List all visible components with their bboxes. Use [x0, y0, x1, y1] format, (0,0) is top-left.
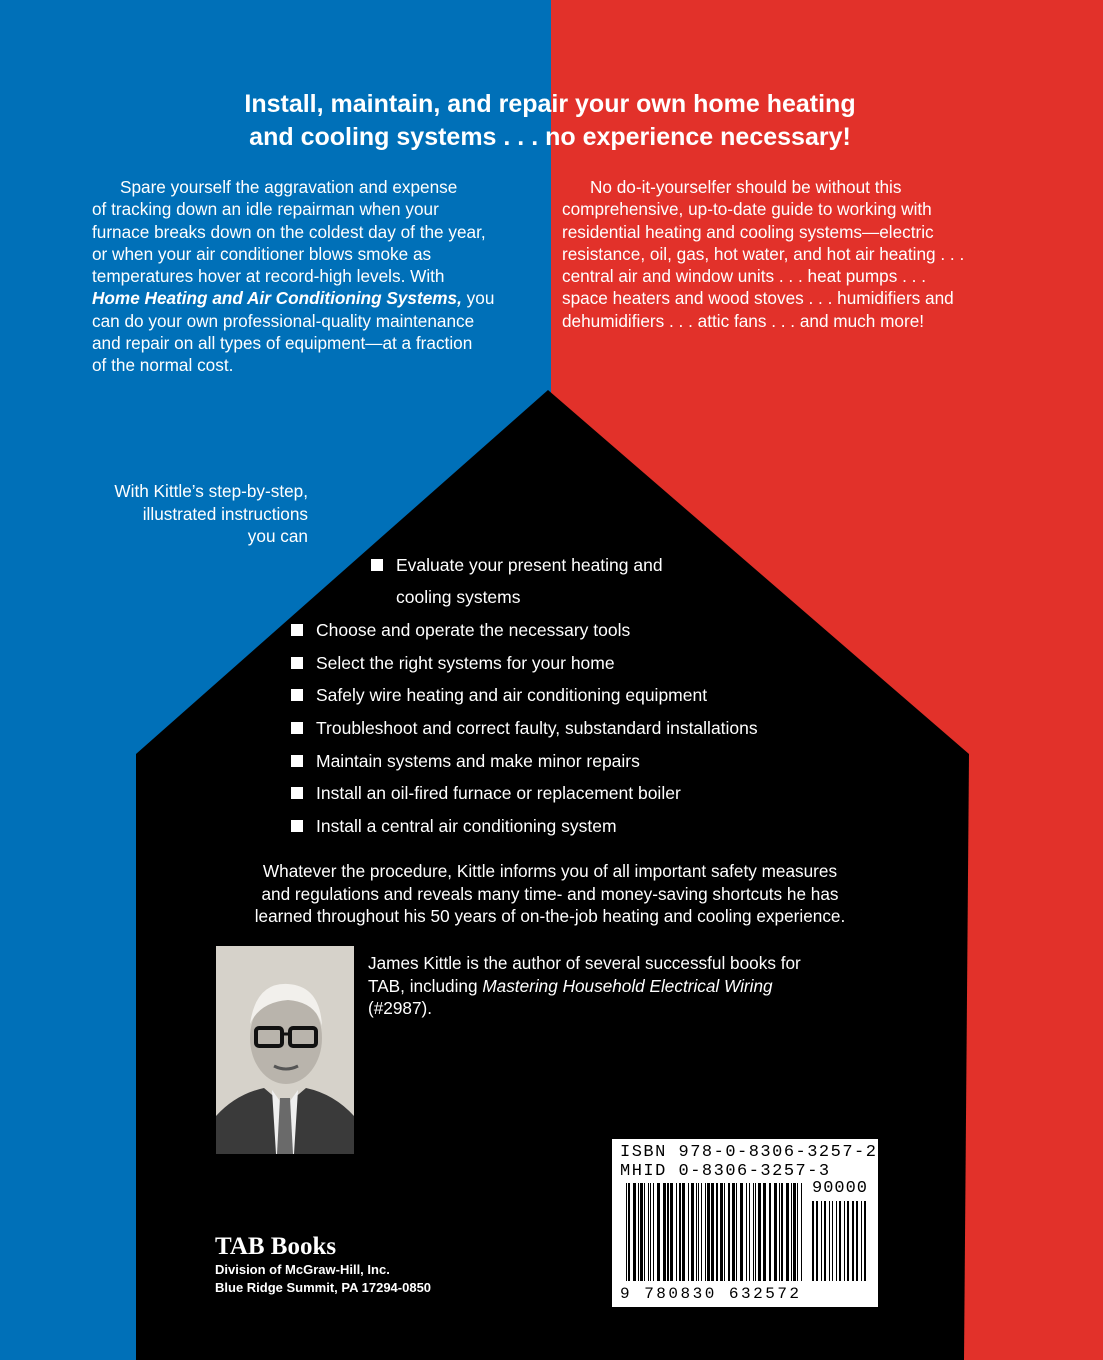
right-line-2: comprehensive, up-to-date guide to working with [562, 199, 932, 220]
lead-in-text [60, 480, 308, 548]
barcode-bar [696, 1183, 697, 1281]
summary-paragraph [180, 860, 920, 928]
price-barcode-bar [856, 1201, 858, 1281]
left-line-8: and repair on all types of equipment—at a fraction [92, 333, 473, 354]
barcode-bar [763, 1183, 766, 1281]
left-after-title: you [461, 288, 495, 309]
lead-line-3: you can [247, 526, 308, 546]
right-line-5: central air and window units . . . heat pumps . . . [562, 266, 926, 287]
barcode-bar [791, 1183, 792, 1281]
barcode-bar [663, 1183, 666, 1281]
author-line-3: (#2987). [368, 998, 433, 1018]
lead-line-1: With Kittle’s step-by-step, [114, 481, 308, 501]
right-line-3: residential heating and cooling systems—electric [562, 221, 934, 242]
barcode-bar [633, 1183, 636, 1281]
bullet-text-continued: cooling systems [396, 587, 521, 607]
barcode-bar [736, 1183, 737, 1281]
summary-line-1: Whatever the procedure, Kittle informs you of all important safety measures [262, 861, 838, 881]
left-line-4: or when your air conditioner blows smoke as [92, 243, 432, 264]
price-code: 90000 [812, 1179, 869, 1198]
barcode-bar [682, 1183, 685, 1281]
barcode-bar [657, 1183, 660, 1281]
barcode-bar [746, 1183, 747, 1281]
price-barcode-bar [812, 1201, 814, 1281]
barcode-digits: 9 780830 632572 [620, 1285, 802, 1303]
lead-line-2: illustrated instructions [142, 503, 308, 524]
barcode-bar [740, 1183, 743, 1281]
bullet-text: Install an oil-fired furnace or replacement boiler [316, 783, 681, 803]
barcode-bar [638, 1183, 639, 1281]
barcode-bar [653, 1183, 654, 1281]
price-barcode-bar [847, 1201, 849, 1281]
barcode-bar [626, 1183, 627, 1281]
barcode-bar [781, 1183, 783, 1281]
isbn-text: ISBN 978-0-8306-3257-2 [620, 1143, 878, 1162]
left-line-3: furnace breaks down on the coldest day of the year, [92, 221, 486, 242]
price-barcode-bar [839, 1201, 841, 1281]
barcode-bar [691, 1183, 694, 1281]
price-barcode-bar [832, 1201, 833, 1281]
price-barcode-bar [821, 1201, 822, 1281]
barcode-bar [755, 1183, 756, 1281]
left-line-2: of tracking down an idle repairman when your [92, 199, 439, 220]
left-column-text [92, 176, 532, 377]
barcode-bar [774, 1183, 777, 1281]
bullet-text: Evaluate your present heating and [396, 555, 663, 575]
barcode-bar [711, 1183, 714, 1281]
author-bio [368, 952, 888, 1020]
left-line-5: temperatures hover at record-high levels. With [92, 266, 445, 287]
barcode-bar [793, 1183, 796, 1281]
barcode-bar [648, 1183, 649, 1281]
right-column-text [562, 176, 1012, 332]
bullet-text: Install a central air conditioning system [316, 816, 617, 836]
headline-line-2: and cooling systems . . . no experience necessary! [249, 123, 851, 151]
barcode-bar [670, 1183, 673, 1281]
barcode-bar [801, 1183, 802, 1281]
barcode-bar [728, 1183, 730, 1281]
price-barcode-bar [861, 1201, 862, 1281]
barcode-bar [758, 1183, 761, 1281]
price-barcode-bar [829, 1201, 830, 1281]
barcode-bar [716, 1183, 718, 1281]
barcode-bar [786, 1183, 789, 1281]
right-line-6: space heaters and wood stoves . . . humidifiers and [562, 288, 954, 309]
bullet-text: Select the right systems for your home [316, 653, 615, 673]
isbn-barcode [612, 1139, 878, 1307]
price-barcode-bar [816, 1201, 818, 1281]
headline-line-1: Install, maintain, and repair your own home heating [244, 90, 856, 118]
price-barcode-bar [824, 1201, 826, 1281]
bullet-text: Maintain systems and make minor repairs [316, 751, 640, 771]
price-barcode-bar [836, 1201, 837, 1281]
summary-line-2: and regulations and reveals many time- and money-saving shortcuts he has [261, 883, 839, 904]
headline [180, 88, 920, 154]
author-line-2: TAB, including [368, 975, 483, 996]
bullet-text: Choose and operate the necessary tools [316, 620, 631, 640]
barcode-bar [701, 1183, 702, 1281]
mhid-text: MHID 0-8306-3257-3 [620, 1162, 831, 1181]
barcode-bar [667, 1183, 669, 1281]
publisher-address: Blue Ridge Summit, PA 17294-0850 [215, 1280, 432, 1295]
barcode-bar [640, 1183, 643, 1281]
price-barcode-bar [864, 1201, 866, 1281]
price-barcode-bar [844, 1201, 845, 1281]
left-line-7: can do your own professional-quality maintenance [92, 310, 475, 331]
barcode-bar [679, 1183, 681, 1281]
author-line-1: James Kittle is the author of several successful books for [368, 953, 801, 973]
bullet-text: Safely wire heating and air conditioning equipment [316, 685, 708, 705]
barcode-bars [612, 1139, 878, 1307]
barcode-bar [720, 1183, 723, 1281]
barcode-bar [724, 1183, 725, 1281]
price-barcode-bar [852, 1201, 854, 1281]
barcode-bar [698, 1183, 699, 1281]
barcode-bar [797, 1183, 798, 1281]
publisher-block [215, 1233, 535, 1297]
barcode-bar [628, 1183, 630, 1281]
barcode-bar [769, 1183, 771, 1281]
summary-line-3: learned throughout his 50 years of on-the-job heating and cooling experience. [254, 906, 846, 926]
left-line-1: Spare yourself the aggravation and expense [120, 177, 458, 197]
barcode-bar [676, 1183, 677, 1281]
publisher-name: TAB Books [215, 1233, 337, 1260]
barcode-bar [753, 1183, 754, 1281]
barcode-bar [688, 1183, 689, 1281]
barcode-bar [707, 1183, 710, 1281]
right-line-4: resistance, oil, gas, hot water, and hot air heating . . . [562, 243, 965, 264]
author-photo [216, 946, 354, 1154]
barcode-bar [779, 1183, 780, 1281]
barcode-bar [749, 1183, 750, 1281]
left-line-9: of the normal cost. [92, 355, 234, 376]
barcode-bar [650, 1183, 651, 1281]
publisher-division: Division of McGraw-Hill, Inc. [215, 1262, 390, 1277]
barcode-bar [732, 1183, 735, 1281]
barcode-bar [644, 1183, 645, 1281]
book-title: Home Heating and Air Conditioning Systems, [92, 288, 462, 309]
barcode-bar [705, 1183, 706, 1281]
right-line-1: No do-it-yourselfer should be without this [590, 177, 902, 197]
bullet-text: Troubleshoot and correct faulty, substandard installations [316, 718, 758, 738]
right-line-7: dehumidifiers . . . attic fans . . . and much more! [562, 310, 925, 331]
author-book-title: Mastering Household Electrical Wiring [482, 975, 773, 996]
